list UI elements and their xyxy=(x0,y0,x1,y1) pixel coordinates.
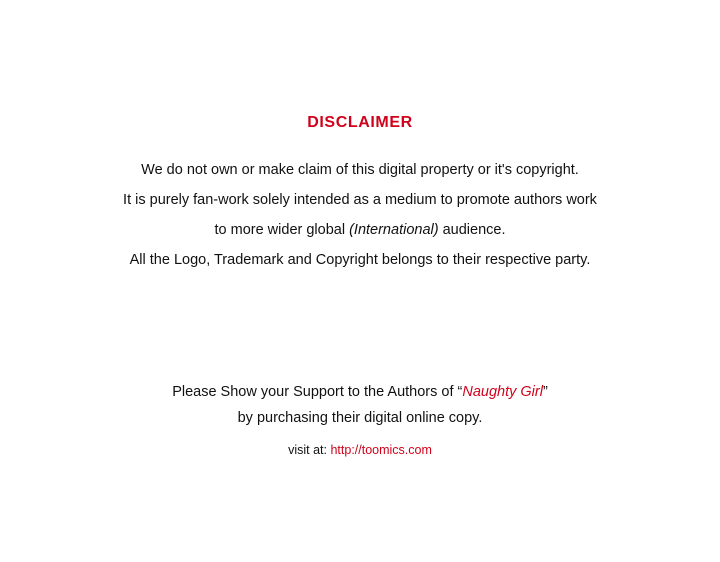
disclaimer-line-2: It is purely fan-work solely intended as a medium to promote authors work xyxy=(123,192,597,208)
support-line-1-prefix: Please Show your Support to the Authors of “ xyxy=(172,384,463,400)
disclaimer-line-3-prefix: to more wider global xyxy=(214,222,350,238)
disclaimer-line-4: All the Logo, Trademark and Copyright belongs to their respective party. xyxy=(129,252,591,268)
visit-link[interactable]: http://toomics.com xyxy=(330,443,432,457)
disclaimer-body xyxy=(0,155,720,275)
visit-label: visit at: xyxy=(288,443,331,457)
support-line-1-suffix: ” xyxy=(542,384,548,400)
work-title: Naughty Girl xyxy=(462,384,543,400)
disclaimer-line-1: We do not own or make claim of this digital property or it's copyright. xyxy=(141,162,579,178)
visit-line xyxy=(0,443,720,457)
disclaimer-line-3 xyxy=(0,215,720,245)
disclaimer-line-3-italic: (International) xyxy=(349,222,439,238)
disclaimer-line-3-suffix: audience. xyxy=(438,222,506,238)
support-line-1 xyxy=(0,379,720,405)
support-message xyxy=(0,379,720,431)
disclaimer-title: DISCLAIMER xyxy=(307,114,413,131)
support-line-2: by purchasing their digital online copy. xyxy=(237,410,483,426)
